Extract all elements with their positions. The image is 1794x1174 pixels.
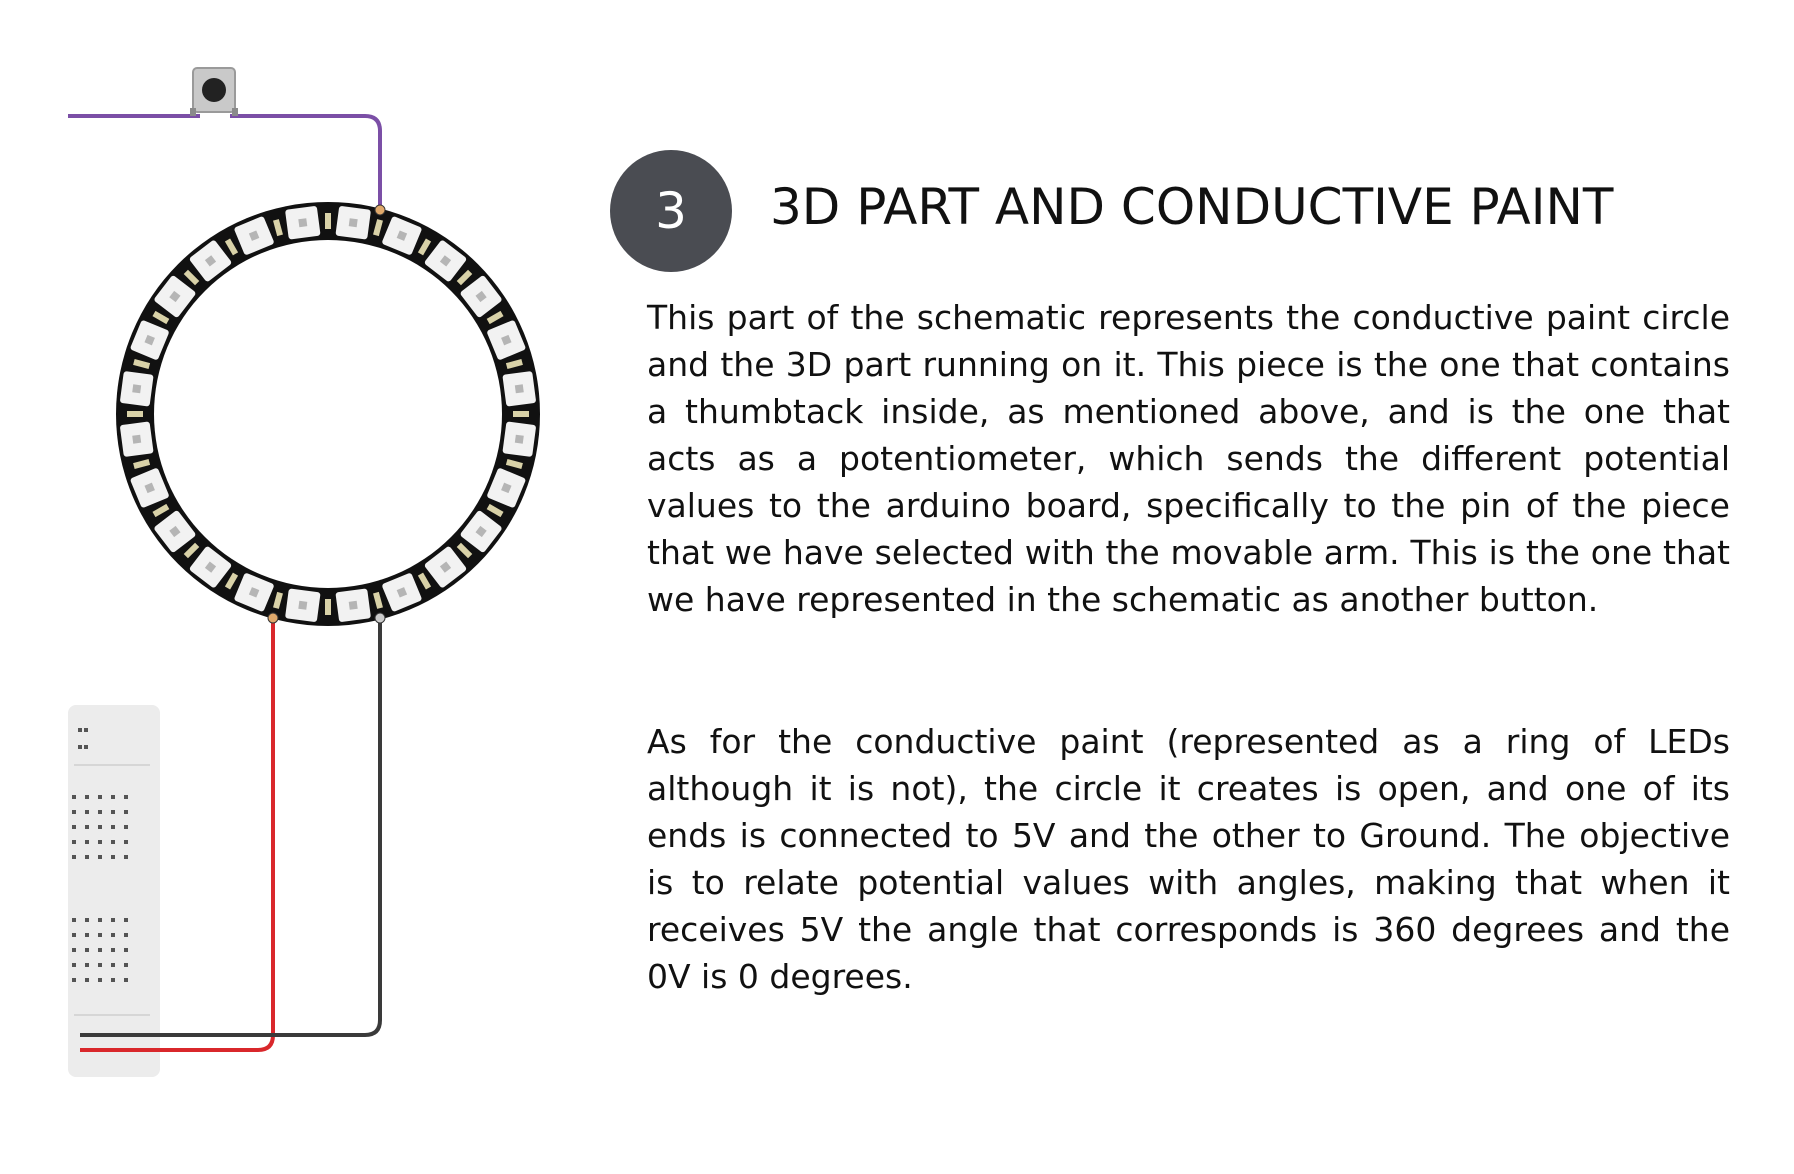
breadboard-hole — [85, 933, 89, 937]
breadboard-hole — [85, 963, 89, 967]
breadboard-hole — [72, 963, 76, 967]
breadboard-hole — [78, 745, 82, 749]
led — [502, 371, 536, 407]
breadboard-hole — [98, 918, 102, 922]
breadboard — [68, 705, 160, 1077]
led — [335, 206, 371, 240]
breadboard-hole — [111, 918, 115, 922]
section-title: 3D PART AND CONDUCTIVE PAINT — [770, 178, 1614, 236]
step-number-badge: 3 — [610, 150, 732, 272]
breadboard-hole — [85, 825, 89, 829]
breadboard-hole — [85, 978, 89, 982]
breadboard-hole — [98, 810, 102, 814]
led-pad — [127, 411, 143, 417]
led — [120, 371, 154, 407]
led — [285, 206, 321, 240]
push-button — [190, 68, 238, 116]
breadboard-hole — [72, 840, 76, 844]
breadboard-hole — [72, 810, 76, 814]
breadboard-hole — [72, 795, 76, 799]
breadboard-hole — [111, 933, 115, 937]
breadboard-hole — [124, 810, 128, 814]
breadboard-hole — [111, 795, 115, 799]
breadboard-hole — [85, 918, 89, 922]
breadboard-hole — [98, 963, 102, 967]
led-pad — [513, 411, 529, 417]
breadboard-hole — [98, 795, 102, 799]
breadboard-hole — [111, 810, 115, 814]
breadboard-hole — [98, 978, 102, 982]
breadboard-hole — [84, 745, 88, 749]
breadboard-hole — [124, 855, 128, 859]
breadboard-hole — [111, 963, 115, 967]
breadboard-hole — [124, 918, 128, 922]
breadboard-hole — [72, 978, 76, 982]
breadboard-hole — [111, 948, 115, 952]
breadboard-hole — [85, 810, 89, 814]
breadboard-hole — [111, 825, 115, 829]
led — [502, 421, 536, 457]
breadboard-hole — [124, 933, 128, 937]
breadboard-hole — [124, 978, 128, 982]
breadboard-hole — [85, 948, 89, 952]
button-wire — [68, 116, 380, 210]
breadboard-hole — [124, 825, 128, 829]
breadboard-hole — [85, 795, 89, 799]
breadboard-hole — [124, 948, 128, 952]
breadboard-hole — [98, 855, 102, 859]
breadboard-hole — [98, 825, 102, 829]
breadboard-hole — [72, 933, 76, 937]
breadboard-hole — [124, 795, 128, 799]
breadboard-hole — [85, 855, 89, 859]
breadboard-hole — [98, 840, 102, 844]
paragraph-2: As for the conductive paint (represented as a ring of LEDs although it is not), the circle it creates is open, and one of its ends is connected to 5V and the other to Ground. The objective is to relate potential values with angles, making that when it receives 5V the angle that corresponds is 360 degrees and the 0V is 0 degrees. — [647, 722, 1730, 996]
breadboard-hole — [85, 840, 89, 844]
breadboard-hole — [84, 728, 88, 732]
led-ring — [116, 202, 540, 626]
led — [285, 588, 321, 622]
breadboard-hole — [111, 840, 115, 844]
breadboard-hole — [72, 825, 76, 829]
breadboard-hole — [111, 978, 115, 982]
breadboard-hole — [72, 918, 76, 922]
led — [120, 421, 154, 457]
breadboard-hole — [111, 855, 115, 859]
breadboard-hole — [78, 728, 82, 732]
paragraph-1: This part of the schematic represents the conductive paint circle and the 3D part running on it. This piece is the one that contains a thumbtack inside, as mentioned above, and is the one that acts as a potentiometer, which sends the different potential values to the arduino board, specifically to the pin of the piece that we have selected with the movable arm. This is the one that we have represented in the schematic as another button. — [647, 298, 1730, 619]
led — [335, 588, 371, 622]
breadboard-hole — [124, 963, 128, 967]
breadboard-hole — [72, 855, 76, 859]
breadboard-hole — [72, 948, 76, 952]
led-pad — [325, 213, 331, 229]
circuit-schematic — [0, 0, 560, 1174]
led-pad — [325, 599, 331, 615]
breadboard-hole — [98, 933, 102, 937]
breadboard-hole — [98, 948, 102, 952]
breadboard-hole — [124, 840, 128, 844]
